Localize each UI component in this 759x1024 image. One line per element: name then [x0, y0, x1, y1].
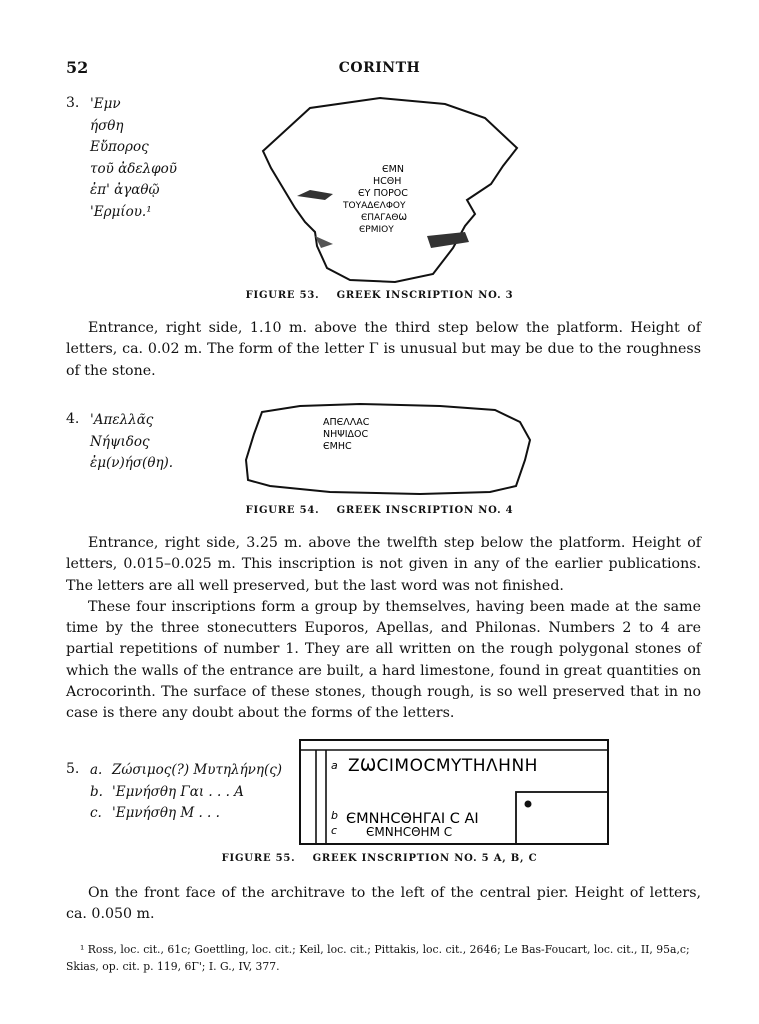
paragraph-text: Entrance, right side, 1.10 m. above the third step below the platform. Height of letters, ca. 0.02 m. The form of the letter Γ is unusual but may be due to the roughness of the stone.: [66, 320, 701, 379]
paragraph-inscription-5: [66, 883, 701, 926]
transcription-line: ήσθη: [90, 117, 124, 134]
stone-line: ЄΜΗϹ: [323, 441, 352, 452]
inscription-5-number: 5.: [66, 761, 80, 777]
inscription-3-number: 3.: [66, 95, 80, 111]
transcription-line: Νήψιδος: [90, 433, 150, 450]
transcription-line: ἐπ' ἀγαθῷ: [90, 182, 160, 198]
figure-54-stone-drawing: [240, 400, 535, 500]
stone-line: ЄΜΝΗϹΘΗΓΑΙ Ϲ ΑΙ: [346, 811, 479, 827]
stone-line: ΗϹΘΗ: [373, 176, 402, 187]
caption-text: GREEK INSCRIPTION NO. 3: [336, 290, 514, 301]
inscription-3-transcription: [90, 94, 240, 223]
paragraph-text: These four inscriptions form a group by themselves, having been made at the same time by the three stonecutters Euporos, Apellas, and Philonas. Numbers 2 to 4 are partial repetitions of number 1. They are all written on the rough polygonal stones of which the walls of the entrance are built, a hard limestone, found in great quantities on Acrocorinth. The surface of these stones, though rough, is so well preserved that in no case is there any doubt about the forms of the letters.: [66, 598, 701, 722]
stone-line: ΑΠЄΛΛΑϹ: [323, 417, 370, 428]
caption-label: FIGURE 54.: [245, 505, 320, 516]
transcription-line: 'Ερμίου.¹: [90, 203, 152, 220]
transcription-line: b. 'Εμνήσθη Γαι . . . Α: [90, 783, 244, 800]
stone-line: ΝΗΨΙΔΟϹ: [323, 429, 369, 440]
caption-label: FIGURE 55.: [221, 853, 296, 864]
caption-text: GREEK INSCRIPTION NO. 4: [336, 505, 514, 516]
inscription-5-transcription: [90, 760, 300, 825]
paragraph-inscription-3: [66, 318, 701, 382]
transcription-line: a. Ζώσιμος(?) Μυτηλήνη(ς): [90, 762, 283, 778]
footnote: ¹ Ross, loc. cit., 61c; Goettling, loc. cit.; Keil, loc. cit.; Pittakis, loc. cit., 2646; Le Bas-Foucart, loc. cit., II, 95a,c; Skias, op. cit. p. 119, 6Γ'; I. G., IV, 377.: [66, 943, 690, 973]
stone-line-label: b: [331, 809, 338, 822]
transcription-line: Εὔπορος: [90, 139, 149, 155]
transcription-line: 'Απελλᾶς: [90, 412, 154, 428]
figure-55-architrave-drawing: [298, 738, 613, 846]
stone-line: ЄΜΝ: [382, 164, 404, 175]
stone-line-label: a: [331, 759, 338, 772]
transcription-line: τοῦ ἀδελφοῦ: [90, 160, 177, 177]
stone-line: ЄΠΑΓΑΘѠ: [361, 213, 407, 223]
paragraph-text: On the front face of the architrave to the left of the central pier. Height of letters, ca. 0.050 m.: [66, 885, 701, 923]
stone-line: ЄΥ ΠΟΡΟϹ: [358, 188, 408, 199]
stone-line: ЄΡΜΙΟΥ: [359, 225, 394, 235]
transcription-line: ἐμ(ν)ήσ(θη).: [90, 455, 174, 471]
running-title: CORINTH: [338, 60, 421, 76]
caption-text: GREEK INSCRIPTION NO. 5 A, B, C: [312, 853, 538, 864]
stone-line: ЄΜΝΗϹΘΗΜ Ϲ: [366, 825, 453, 839]
figure-54-caption: [0, 505, 759, 516]
transcription-line: 'Εμν: [90, 96, 121, 112]
page-number: 52: [66, 58, 89, 77]
stone-line: ΖѠϹΙΜΟϹΜΥΤΗΛΗΝΗ: [348, 756, 538, 776]
paragraph-inscription-4: [66, 533, 701, 725]
paragraph-text: Entrance, right side, 3.25 m. above the twelfth step below the platform. Height of letters, 0.015–0.025 m. This inscription is not given in any of the earlier publications. The letters are all well preserved, but the last word was not finished.: [66, 535, 701, 594]
transcription-line: c. 'Εμνήσθη Μ . . .: [90, 805, 220, 821]
stone-line: ΤΟΥΑΔЄΛΦΟΥ: [343, 201, 406, 211]
figure-53-stone-drawing: [255, 96, 525, 286]
figure-53-caption: [0, 290, 759, 301]
stone-line-label: c: [331, 824, 338, 837]
caption-label: FIGURE 53.: [245, 290, 320, 301]
inscription-4-number: 4.: [66, 411, 80, 427]
inscription-4-transcription: [90, 410, 250, 475]
figure-55-caption: [0, 853, 759, 864]
